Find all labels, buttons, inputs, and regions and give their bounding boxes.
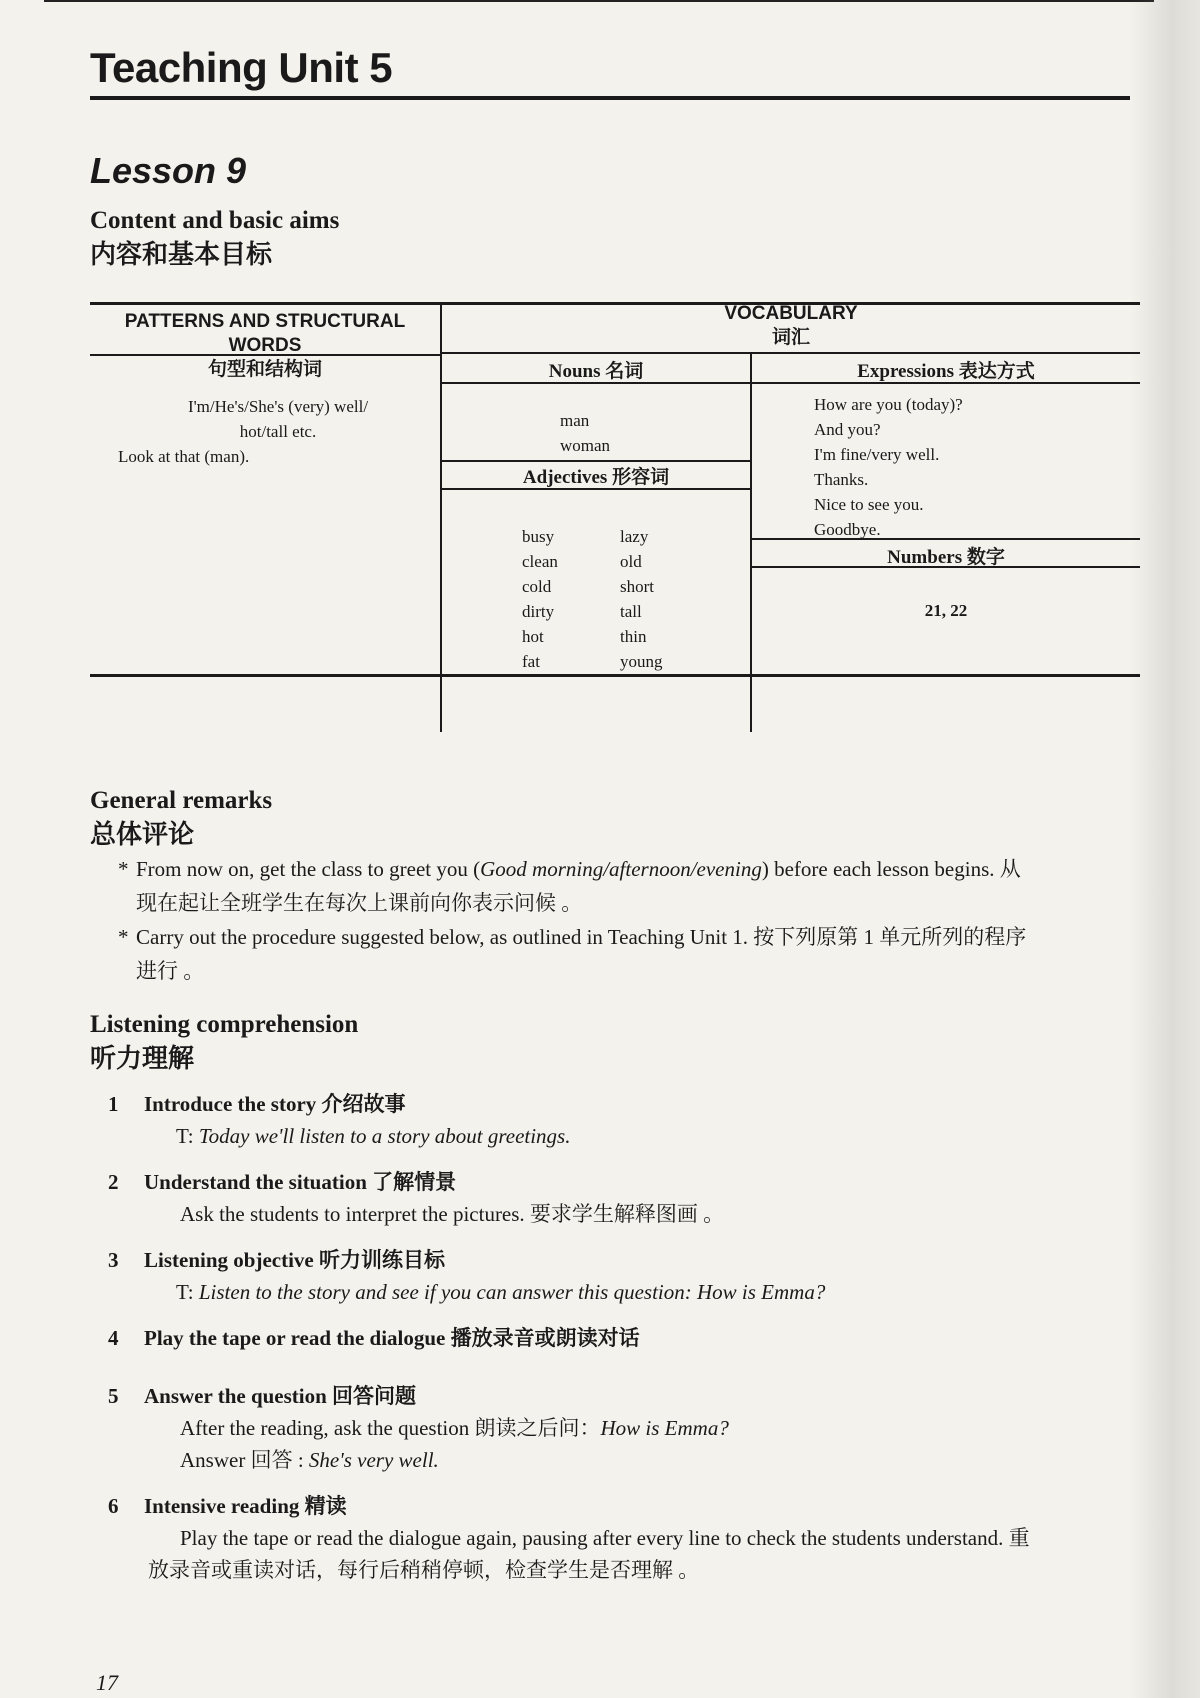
noun-item: man [560,411,590,430]
item-line: Ask the students to interpret the pictures. 要求学生解释图画 。 [180,1202,725,1226]
vocabulary-header-en: VOCABULARY [724,303,858,324]
answer-text: She's very well. [308,1448,439,1472]
unit-title-rule [90,96,1130,100]
vocabulary-table [90,302,1140,732]
general-heading-zh: 总体评论 [90,820,195,849]
patterns-header-en: PATTERNS AND STRUCTURAL WORDS [124,311,406,356]
numbers-header: Numbers 数字 [887,547,1005,568]
patterns-header [90,310,440,382]
adjective-item: fat [522,652,540,671]
answer-label: Answer 回答 : [180,1448,309,1472]
listening-item-1 [108,1088,1148,1152]
expression-item: Thanks. [814,470,869,489]
adjectives-col1 [522,524,558,674]
nouns-header: Nouns 名词 [548,361,644,382]
unit-title: Teaching Unit 5 [90,44,393,91]
listening-heading-zh: 听力理解 [90,1044,195,1073]
adjective-item: young [620,652,663,671]
adjective-item: busy [522,527,555,546]
general-bullet-1 [118,852,1148,920]
adjective-item: cold [522,577,552,596]
adjective-item: thin [620,627,647,646]
vocabulary-header-zh: 词汇 [771,327,810,348]
content-heading [90,204,339,272]
top-border [44,0,1154,2]
lesson-title: Lesson 9 [90,150,247,191]
listening-item-2 [108,1166,1148,1230]
expression-item: Nice to see you. [814,495,924,514]
adjective-item: short [620,577,654,596]
content-heading-zh: 内容和基本目标 [90,240,273,269]
adjective-item: tall [620,602,642,621]
item-line: After the reading, ask the question 朗读之后问： [180,1416,601,1440]
adjective-item: old [620,552,642,571]
item-line: Today we'll listen to a story about greetings. [198,1124,571,1148]
item-heading: Understand the situation 了解情景 [144,1170,457,1194]
listening-item-6 [108,1490,1148,1586]
expression-item: I'm fine/very well. [814,445,940,464]
adjectives-col2 [620,524,663,674]
expressions-list [814,392,963,542]
bullet-star: * [118,857,129,881]
item-line: Listen to the story and see if you can answer this question: How is Emma? [198,1280,826,1304]
item-number: 1 [108,1092,119,1116]
bullet1-text-end: ) before each lesson begins. 从 [761,857,1021,881]
nouns-list [560,408,610,458]
numbers-value: 21, 22 [924,601,968,620]
adjective-item: clean [522,552,558,571]
item-number: 4 [108,1326,119,1350]
listening-item-4 [108,1322,1148,1354]
expression-item: And you? [814,420,881,439]
item-number: 3 [108,1248,119,1272]
bullet2-line1: Carry out the procedure suggested below, as outlined in Teaching Unit 1. 按下列原第 1 单元所列的程序 [136,925,1027,949]
listening-heading-en: Listening comprehension [90,1011,359,1038]
item-line: 放录音或重读对话，每行后稍稍停顿，检查学生是否理解 。 [148,1558,700,1582]
expression-item: How are you (today)? [814,395,963,414]
page-number: 17 [96,1670,118,1695]
content-heading-en: Content and basic aims [90,207,340,234]
item-line-italic: How is Emma? [600,1416,729,1440]
item-number: 2 [108,1170,119,1194]
expression-item: Goodbye. [814,520,881,539]
vocabulary-header [442,302,1140,350]
item-heading: Listening objective 听力训练目标 [144,1248,445,1272]
adjective-item: hot [522,627,544,646]
teacher-label: T: [176,1124,194,1148]
patterns-header-zh: 句型和结构词 [207,359,322,380]
expressions-header: Expressions 表达方式 [857,361,1035,382]
bullet-star: * [118,925,129,949]
adjective-item: dirty [522,602,555,621]
item-heading: Play the tape or read the dialogue 播放录音或朗读对话 [144,1326,640,1350]
item-number: 5 [108,1384,119,1408]
teacher-label: T: [176,1280,194,1304]
noun-item: woman [560,436,611,455]
adjective-item: lazy [620,527,649,546]
general-bullet-2 [118,920,1148,988]
bullet2-line2: 进行 。 [136,959,205,983]
pattern-item: hot/tall etc. [239,422,317,441]
listening-item-5 [108,1380,1148,1476]
item-line: Play the tape or read the dialogue again, pausing after every line to check the students understand. 重 [180,1526,1030,1550]
item-number: 6 [108,1494,119,1518]
adjectives-header: Adjectives 形容词 [522,467,670,488]
general-heading [90,784,272,852]
pattern-item: I'm/He's/She's (very) well/ [187,397,369,416]
bullet1-text: From now on, get the class to greet you ( [136,857,481,881]
pattern-item: Look at that (man). [118,447,250,466]
bullet1-italic: Good morning/afternoon/evening [480,857,762,881]
item-heading: Answer the question 回答问题 [144,1384,417,1408]
listening-item-3 [108,1244,1148,1308]
item-heading: Introduce the story 介绍故事 [144,1092,406,1116]
listening-heading [90,1008,358,1076]
item-heading: Intensive reading 精读 [144,1494,347,1518]
bullet1-line2: 现在起让全班学生在每次上课前向你表示问候 。 [136,891,583,915]
general-heading-en: General remarks [90,787,273,814]
patterns-list [118,394,438,469]
